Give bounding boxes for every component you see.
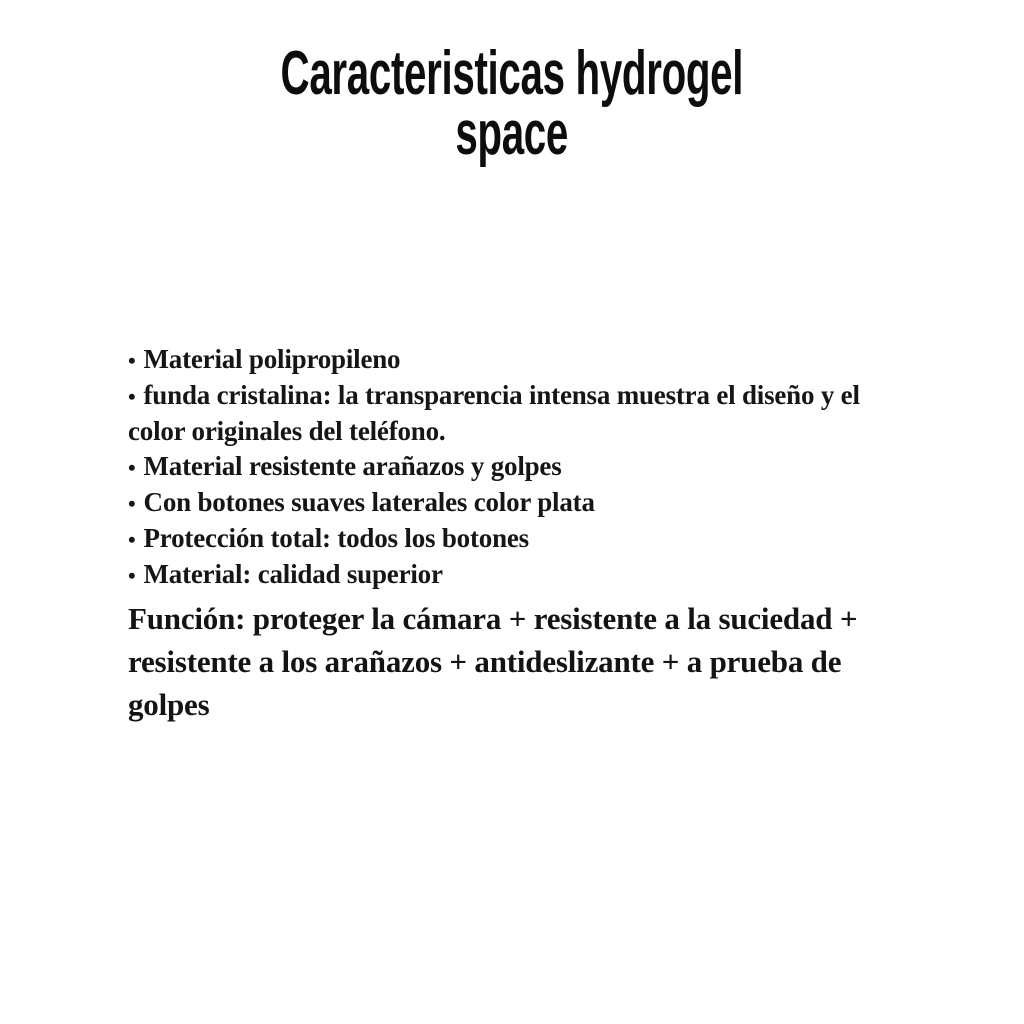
feature-item-text: Con botones suaves laterales color plata xyxy=(143,487,595,517)
feature-item-text: Material: calidad superior xyxy=(143,559,443,589)
page-title-text-1: Caracteristicas hydrogel xyxy=(280,39,744,108)
bullet-icon: • xyxy=(128,384,136,409)
feature-list xyxy=(128,342,898,593)
page-title-line-1 xyxy=(0,39,1024,108)
bullet-icon: • xyxy=(128,527,136,552)
feature-item-funda-cristalina xyxy=(128,378,898,449)
bullet-icon: • xyxy=(128,563,136,588)
page-title-line-2 xyxy=(0,99,1024,168)
feature-item-text: funda cristalina: la transparencia intensa muestra el diseño y el color originales del teléfono. xyxy=(128,380,860,446)
feature-item-text: Material polipropileno xyxy=(143,344,401,374)
page-title-text-2: space xyxy=(455,99,569,168)
feature-item-text: Protección total: todos los botones xyxy=(143,523,529,553)
feature-item-text: Material resistente arañazos y golpes xyxy=(143,451,562,481)
bullet-icon: • xyxy=(128,348,136,373)
bullet-icon: • xyxy=(128,455,136,480)
bullet-icon: • xyxy=(128,491,136,516)
page-title xyxy=(0,39,1024,168)
feature-item-proteccion-total xyxy=(128,521,898,557)
feature-item-resistente xyxy=(128,449,898,485)
feature-item-material xyxy=(128,342,898,378)
feature-item-botones-suaves xyxy=(128,485,898,521)
feature-item-calidad-superior xyxy=(128,557,898,593)
feature-content xyxy=(128,342,898,726)
function-paragraph: Función: proteger la cámara + resistente a la suciedad + resistente a los arañazos + antideslizante + a prueba de golpes xyxy=(128,601,858,722)
